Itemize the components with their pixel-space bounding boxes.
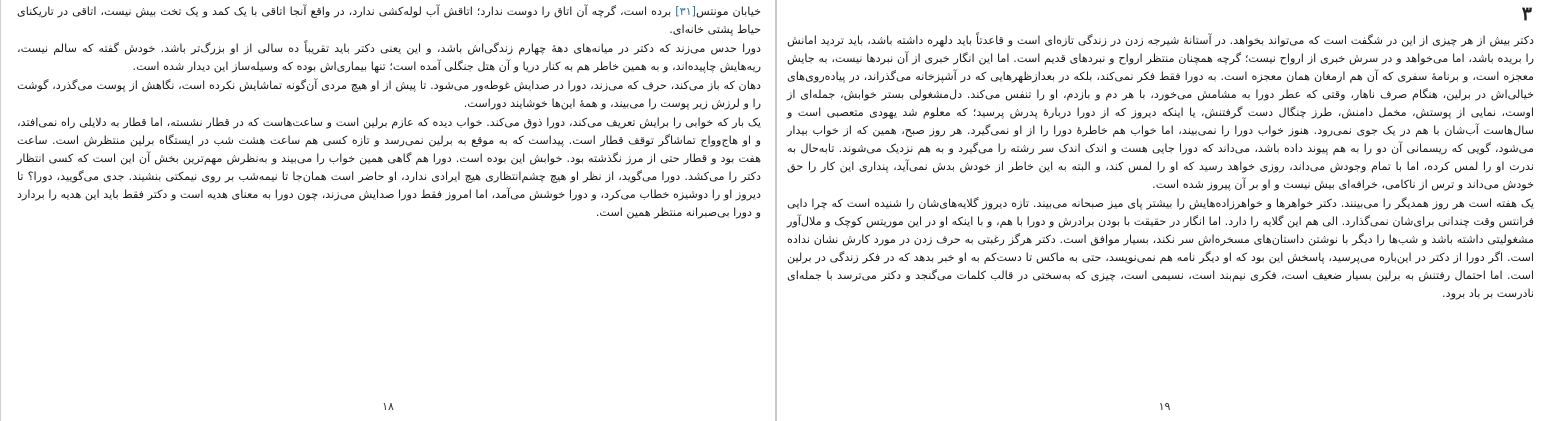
paragraph	[17, 3, 761, 39]
page-number: ۱۸	[382, 400, 394, 413]
right-page-body	[787, 32, 1534, 304]
right-page	[776, 0, 1552, 421]
paragraph-text: خیابان مونتس	[696, 5, 761, 18]
left-page-body	[17, 3, 761, 223]
paragraph: دکتر بیش از هر چیزی از این در شگفت است که می‌تواند بخواهد. در آستانهٔ شیرجه زدن در زندگی تازه‌ای است و قاعدتاً باید دلهره داشته باشد، باید تردید امانش را بریده باشد، اما می‌خواهد و در سرش خبری از ارواح نیست؛ گرچه همچنان منتظر ارواح و نبردهای قدیم است. اما این انگار خبری از آن نبردها نیست، به جایش معجزه است، و برنامهٔ سفری که آن هم ارمغان همان معجزه است. به دورا فقط فکر نمی‌کند، بلکه در بعدازظهرهایی که در آشپزخانه می‌گذراند، در پیاده‌روی‌های خیالی‌اش در برلین، هنگام صرف ناهار، وقتی که عطر دورا به مشامش می‌خورد، با هر دم و بازدم، او را تنفس می‌کند. دل‌مشغولی بستر خوابش، جمله‌ای از اوست، نمایی از پوستش، مخمل دامنش، طرز چنگال دست گرفتنش، یا اینکه دیروز که از دورا دربارهٔ پدرش پرسید؛ که معلوم شد یهودی متعصبی است و سال‌هاست آب‌شان با هم در یک جوی نمی‌رود. هنوز خواب دورا را نمی‌بیند، اما خواب هم خاطرهٔ دورا را از او نمی‌گیرد. هر روز صبح، همین که از خواب بیدار می‌شود، گویی که ریسمانی آن دو را به هم پیوند داده باشد، می‌داند که دورا جایی هست و اندک اندک سر رشته را می‌گیرد و به هم نزدیک می‌شوند. تابه‌حال به ندرت او را لمس کرده، اما با تمام وجودش می‌داند، روزی خواهد رسید که او را لمس کند، و البته به این خاطر از خودش بدش نمی‌آید، پنداری این کار را حق خودش می‌داند و ترس از ناکامی، خرافه‌ای بیش نیست و او بر آن پیروز شده است.	[787, 34, 1534, 191]
paragraph-text: برده است، گرچه آن اتاق را دوست ندارد؛ اتاقش آب لوله‌کشی ندارد، در واقع آنجا اتاقی با یک کمد و یک تخت بیش نیست، اتاقی در تاریکنای حیاط پشتی خانه‌ای.	[17, 5, 761, 36]
paragraph: دهان که باز می‌کند، حرف که می‌زند، دورا در صدایش غوطه‌ور می‌شود. تا پیش از او هیچ مردی آن‌گونه تماشایش نکرده است، نگاهش از پوست می‌گذرد، گوشت را و لرزش زیر پوست را می‌بیند، و همهٔ این‌ها خوشایند دوراست.	[17, 79, 761, 110]
paragraph: دورا حدس می‌زند که دکتر در میانه‌های دههٔ چهارم زندگی‌اش باشد، و این یعنی دکتر باید تقریباً ده سالی از او بزرگ‌تر باشد. خودش گفته که سالم نیست، ریه‌هایش چاپیده‌اند، و به همین خاطر هم به کنار دریا و آن هتل جنگلی آمده است؛ تنها بیماری‌اش بوده که وسیله‌ساز این دیدار شده است.	[17, 42, 761, 73]
page-number: ۱۹	[1158, 400, 1171, 413]
paragraph: یک هفته است هر روز همدیگر را می‌بینند. دکتر خواهرها و خواهرزاده‌هایش را بیشتر پای میز صبحانه می‌بیند. تازه دیروز گلایه‌های‌شان را شنیده است که چرا دایی فرانتس وقت چندانی برای‌شان نمی‌گذارد. الی هم این گلایه را دارد. اما انگار در حقیقت با بودن برادرش و دورا با هم، و با اینکه او در این موریتس کوچک و ملال‌آور مشغولیتی داشته باشد و شب‌ها را دیگر با نوشتن داستان‌های مسخره‌اش سر نکند، بسیار موافق است. دکتر هرگز رغبتی به حرف زدن در مورد کارش نشان نداده است. اگر دورا از دکتر در این‌باره می‌پرسید، پاسخش این بود که او دیگر نامه هم نمی‌نویسد، حتی به ماکس تا دست‌کم به او خبر بدهد که در فکر زندگی در برلین است. اما احتمال رفتنش به برلین بسیار ضعیف است، فکری نیم‌بند است، نسیمی است، چیزی که به‌سختی در قالب کلمات می‌گنجد و دکتر می‌ترسد با جمله‌ای نادرست بر باد برود.	[787, 197, 1534, 300]
footnote-reference-link[interactable]: [۳۱]	[675, 5, 697, 18]
chapter-number: ۳	[1521, 3, 1532, 25]
paragraph: یک بار که خوابی را برایش تعریف می‌کند، دورا ذوق می‌کند. خواب دیده که عازم برلین است و ساعت‌هاست که در قطار نشسته، اما قطار به دلایلی راه نمی‌افتد، و او هاج‌وواج تماشاگر توقف قطار است. پیداست که به موقع به برلین نمی‌رسد و تازه کسی هم ساعت هشت شب در ایستگاه برلین منتظرش است. ساعت هفت بود و قطار حتی از مرز نگذشته بود. خوابش این بوده است. دورا هم گاهی همین خواب را می‌بیند و به‌نظرش مهم‌ترین بخش آن این است که کسی انتظار دکتر را می‌کشد. دورا می‌گوید، از نظر او هیچ چشم‌انتظاری هیچ ایرادی ندارد، او حاضر است همان‌جا تا نیمه‌شب بر روی نیمکتی بنشیند. جدی می‌گویید، دورا؟ تا دیروز او را دوشیزه خطاب می‌کرد، و دورا خوشش می‌آمد، اما امروز فقط دورا صدایش می‌زند، چون دورا به معنای هدیه است و دکتر فقط باید این هدیه را بردارد و دورا بی‌صبرانه منتظر همین است.	[17, 116, 761, 219]
